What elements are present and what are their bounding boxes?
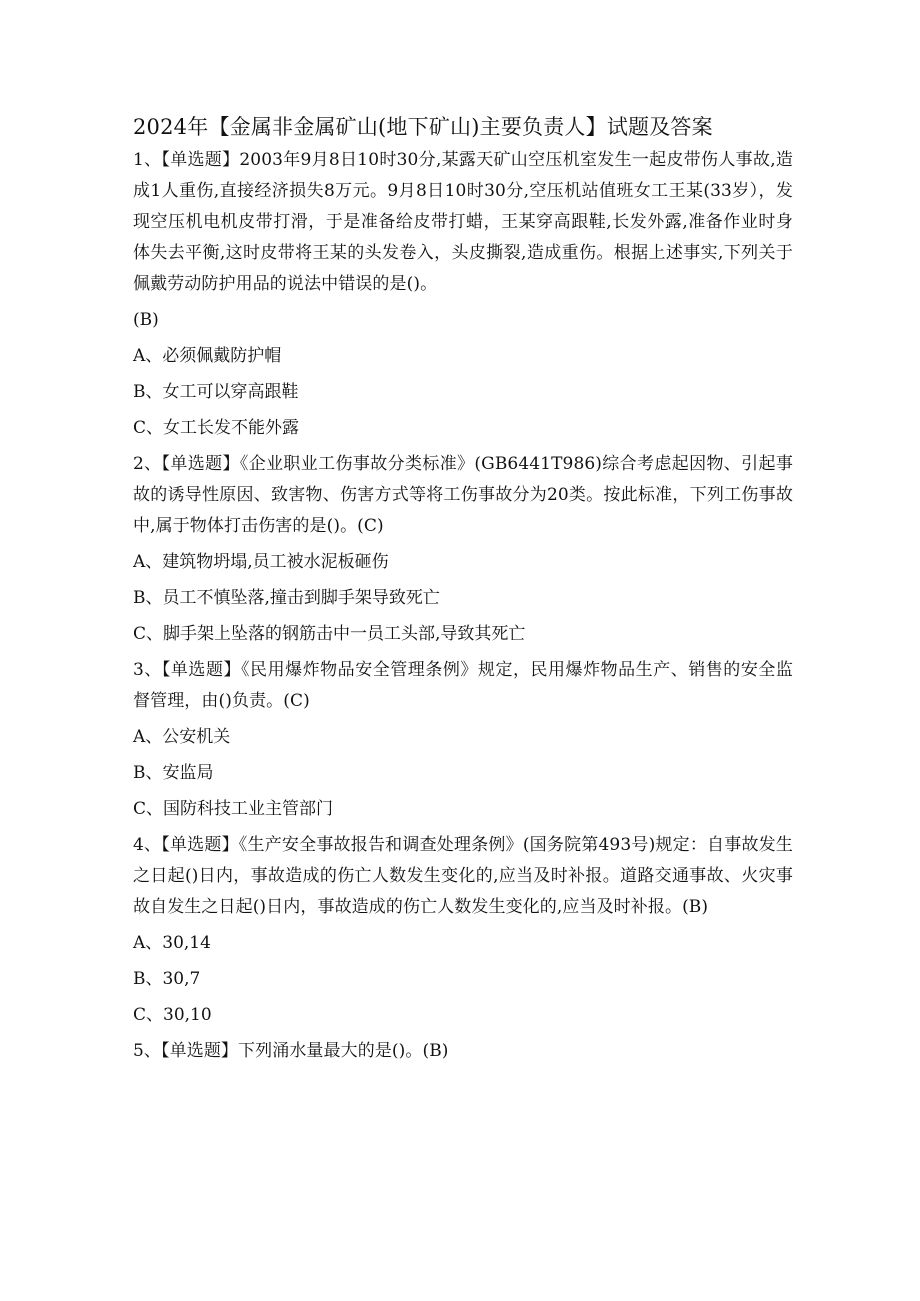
question-4 (133, 830, 793, 1031)
document-page (133, 112, 793, 1072)
question-stem: 5、【单选题】下列涌水量最大的是()。(B) (133, 1041, 449, 1061)
option-b: B、女工可以穿高跟鞋 (133, 382, 299, 402)
document-title: 2024年【金属非金属矿山(地下矿山)主要负责人】试题及答案 (133, 115, 713, 139)
option-b: B、员工不慎坠落,撞击到脚手架导致死亡 (133, 588, 440, 608)
question-stem: 3、【单选题】《民用爆炸物品安全管理条例》规定，民用爆炸物品生产、销售的安全监督管理，由()负责。(C) (133, 660, 793, 711)
question-answer: (B) (133, 310, 159, 330)
option-a: A、公安机关 (133, 727, 231, 747)
option-b: B、安监局 (133, 763, 214, 783)
option-a: A、30,14 (133, 933, 211, 953)
option-c: C、国防科技工业主管部门 (133, 799, 334, 819)
question-stem: 2、【单选题】《企业职业工伤事故分类标准》(GB6441T986)综合考虑起因物、引起事故的诱导性原因、致害物、伤害方式等将工伤事故分为20类。按此标准，下列工伤事故中,属于物体打击伤害的是()。(C) (133, 454, 793, 536)
option-c: C、脚手架上坠落的钢筋击中一员工头部,导致其死亡 (133, 624, 526, 644)
question-stem: 1、【单选题】2003年9月8日10时30分,某露天矿山空压机室发生一起皮带伤人事故,造成1人重伤,直接经济损失8万元。9月8日10时30分,空压机站值班女工王某(33岁），发现空压机电机皮带打滑，于是准备给皮带打蜡，王某穿高跟鞋,长发外露,准备作业时身体失去平衡,这时皮带将王某的头发卷入，头皮撕裂,造成重伤。根据上述事实,下列关于佩戴劳动防护用品的说法中错误的是()。 (133, 150, 793, 294)
option-a: A、建筑物坍塌,员工被水泥板砸伤 (133, 552, 389, 572)
question-2 (133, 449, 793, 650)
option-b: B、30,7 (133, 969, 201, 989)
option-a: A、必须佩戴防护帽 (133, 346, 282, 366)
option-c: C、30,10 (133, 1005, 212, 1025)
question-1 (133, 145, 793, 444)
option-c: C、女工长发不能外露 (133, 418, 300, 438)
question-3 (133, 655, 793, 825)
question-5 (133, 1036, 793, 1067)
question-stem: 4、【单选题】《生产安全事故报告和调查处理条例》(国务院第493号)规定：自事故发生之日起()日内，事故造成的伤亡人数发生变化的,应当及时补报。道路交通事故、火灾事故自发生之日起()日内，事故造成的伤亡人数发生变化的,应当及时补报。(B) (133, 835, 793, 917)
